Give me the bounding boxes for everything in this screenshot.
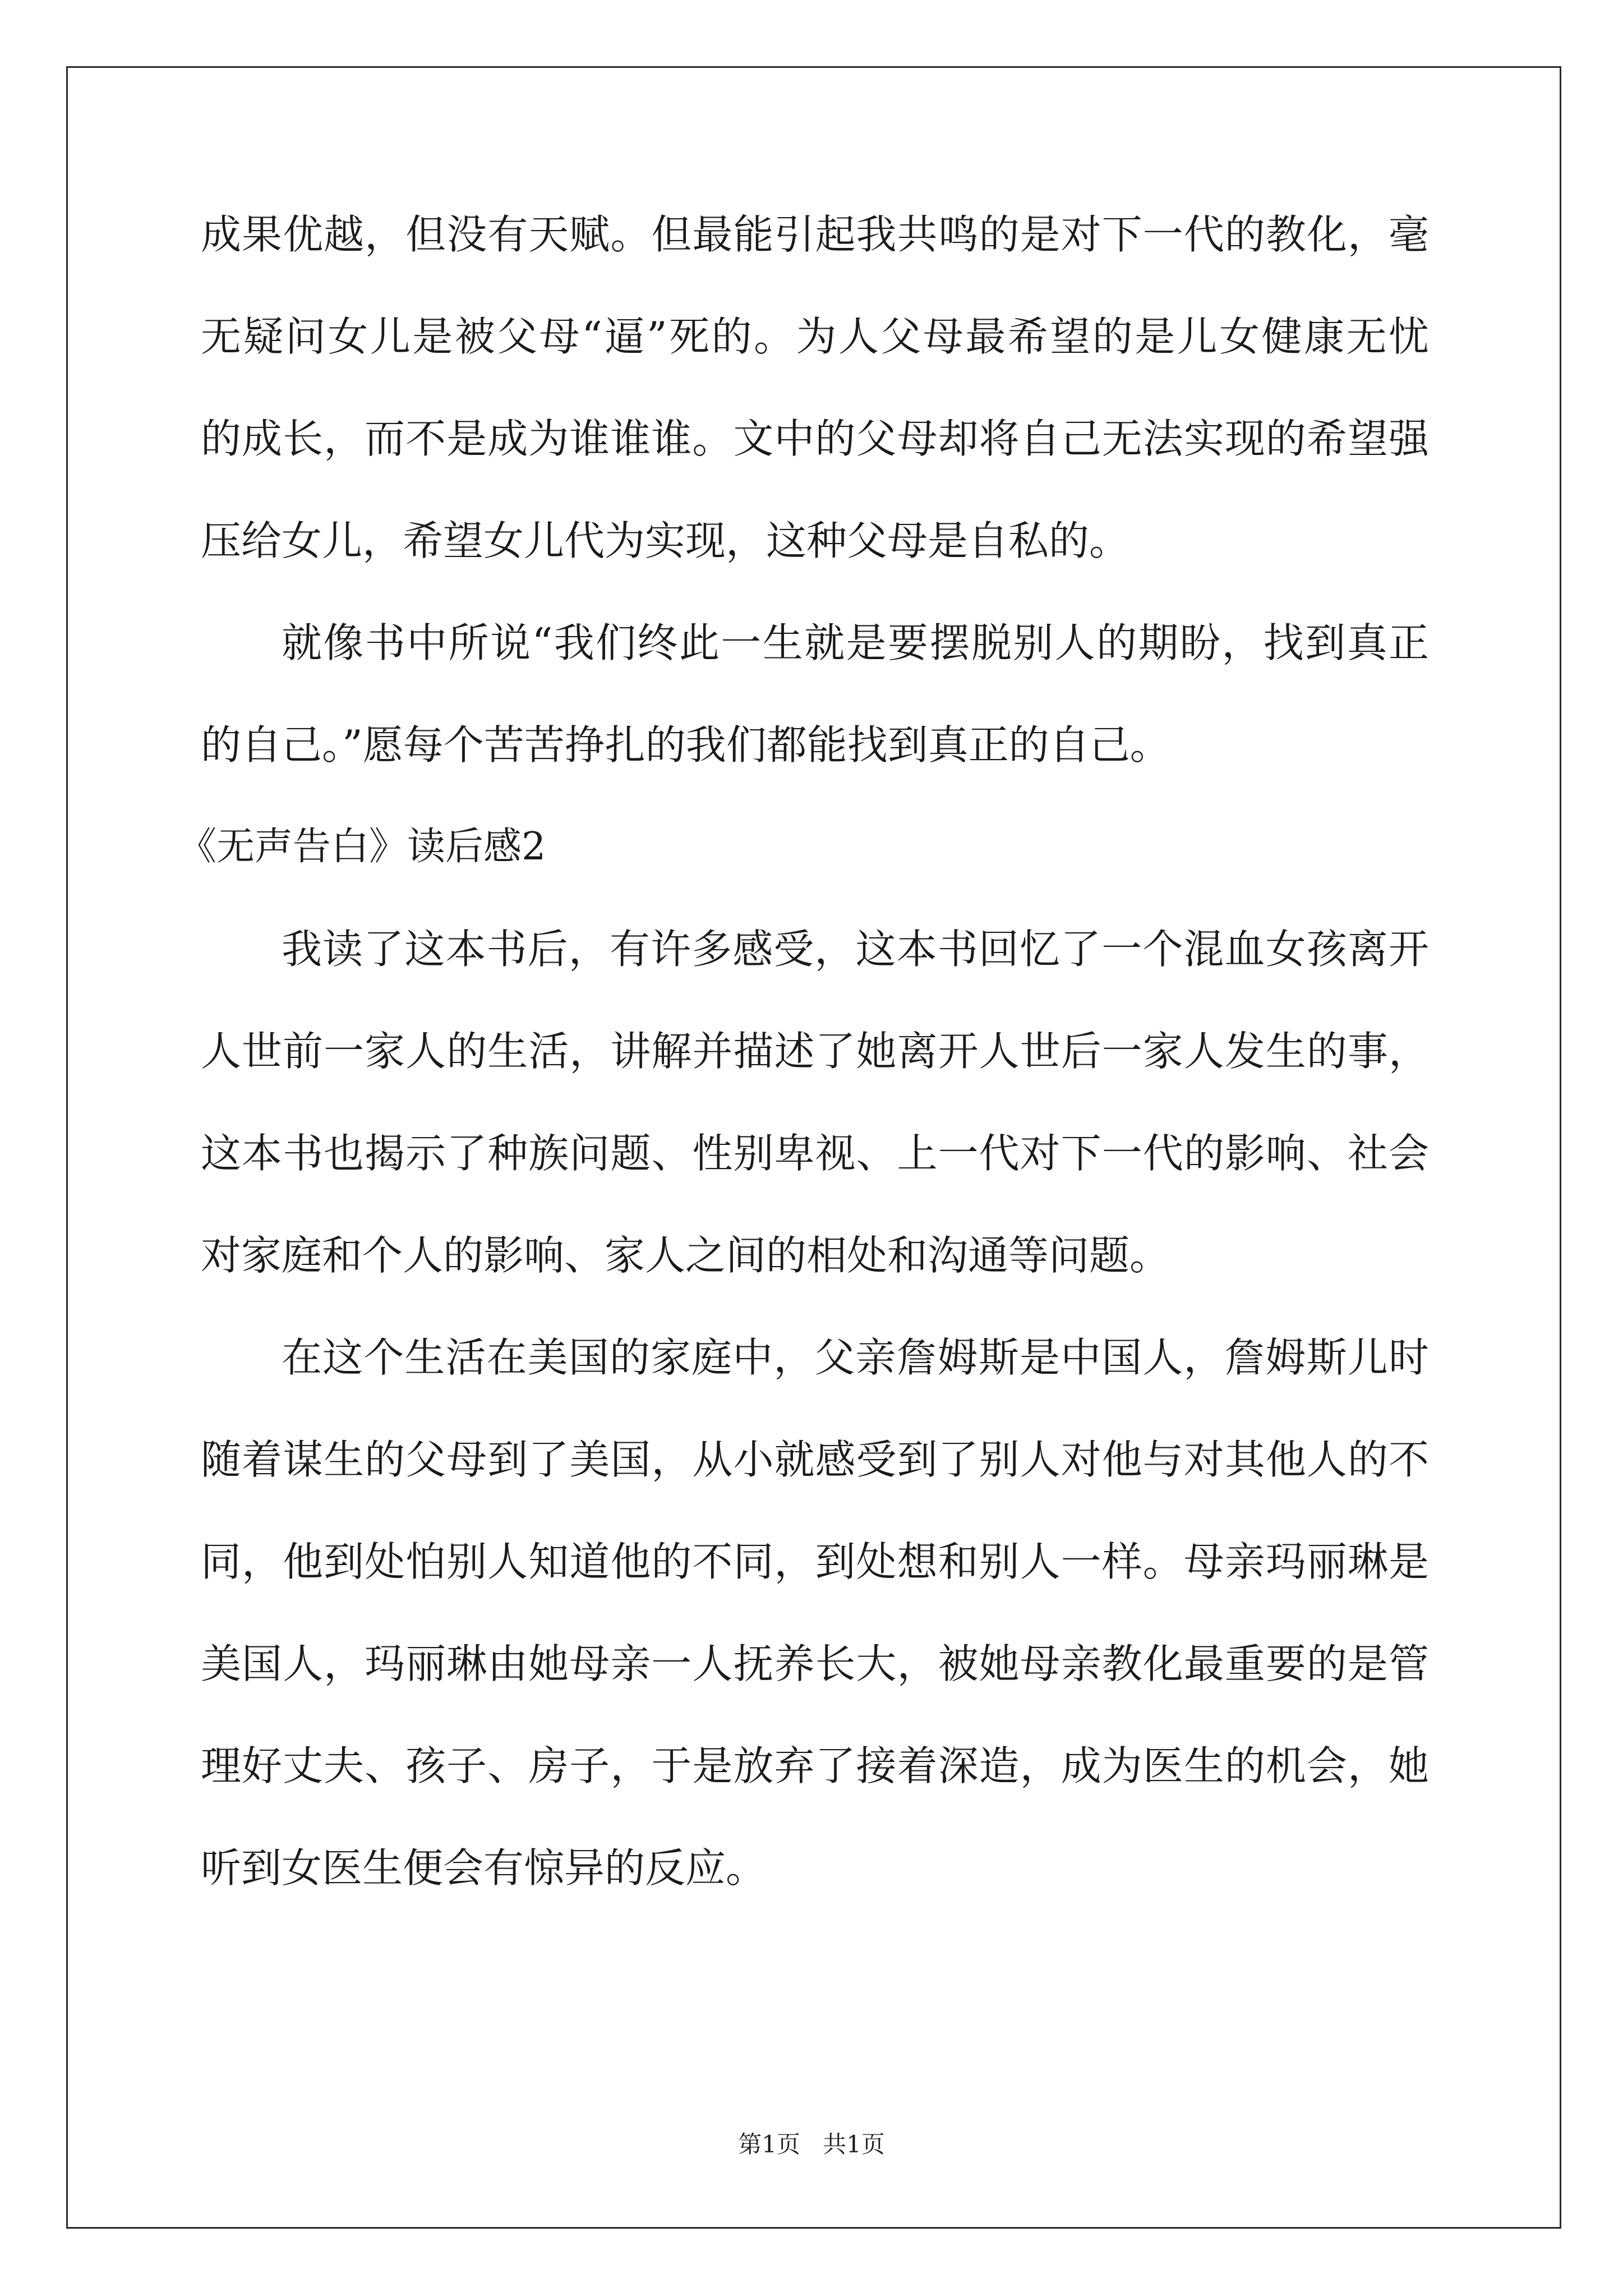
text-line: 我读了这本书后，有许多感受，这本书回忆了一个混血女孩离开 — [282, 926, 1429, 973]
text-line: 听到女医生便会有惊异的反应。 — [201, 1844, 767, 1892]
document-body — [178, 208, 1429, 1943]
text-line: 人世前一家人的生活，讲解并描述了她离开人世后一家人发生的事， — [201, 1028, 1429, 1075]
text-line: 成果优越，但没有天赋。但最能引起我共鸣的是对下一代的教化，毫 — [201, 211, 1429, 258]
text-line: 同，他到处怕别人知道他的不同，到处想和别人一样。母亲玛丽琳是 — [201, 1538, 1429, 1585]
text-line: 理好丈夫、孩子、房子，于是放弃了接着深造，成为医生的机会，她 — [201, 1742, 1429, 1789]
text-line: 随着谋生的父母到了美国，从小就感受到了别人对他与对其他人的不 — [201, 1436, 1429, 1483]
text-line: 这本书也揭示了种族问题、性别卑视、上一代对下一代的影响、社会 — [201, 1130, 1429, 1177]
section-heading: 《无声告白》读后感2 — [178, 825, 546, 869]
text-line: 的成长，而不是成为谁谁谁。文中的父母却将自己无法实现的希望强 — [201, 415, 1429, 462]
text-line: 的自己。”愿每个苦苦挣扎的我们都能找到真正的自己。 — [201, 721, 1170, 769]
text-line: 无疑问女儿是被父母“逼”死的。为人父母最希望的是儿女健康无忧 — [201, 313, 1429, 360]
text-line: 在这个生活在美国的家庭中，父亲詹姆斯是中国人，詹姆斯儿时 — [282, 1334, 1429, 1381]
text-line: 美国人，玛丽琳由她母亲一人抚养长大，被她母亲教化最重要的是管 — [201, 1640, 1429, 1687]
text-line: 就像书中所说“我们终此一生就是要摆脱别人的期盼，找到真正 — [282, 619, 1429, 666]
text-line: 压给女儿，希望女儿代为实现，这种父母是自私的。 — [201, 517, 1130, 564]
text-line: 对家庭和个人的影响、家人之间的相处和沟通等问题。 — [201, 1232, 1170, 1279]
page-footer: 第1页 共1页 — [738, 2131, 885, 2158]
